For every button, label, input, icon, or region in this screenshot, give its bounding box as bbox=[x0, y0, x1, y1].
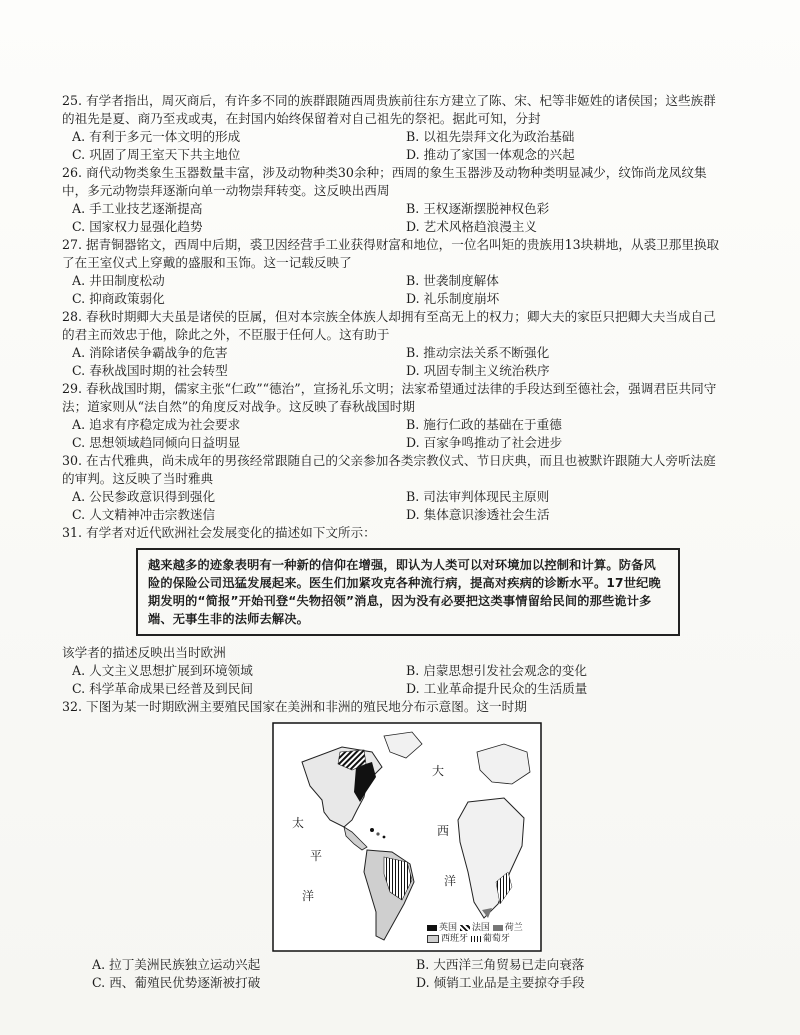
option-a[interactable]: A. 有利于多元一体文明的形成 bbox=[72, 129, 241, 144]
option-a[interactable]: A. 人文主义思想扩展到环境领域 bbox=[72, 663, 253, 678]
question-stem: 31. 有学者对近代欧洲社会发展变化的描述如下文所示： bbox=[62, 525, 376, 540]
option-d[interactable]: D. 工业革命提升民众的生活质量 bbox=[406, 681, 588, 696]
option-a[interactable]: A. 井田制度松动 bbox=[72, 273, 165, 288]
option-b[interactable]: B. 司法审判体现民主原则 bbox=[406, 489, 550, 504]
legend-swatch bbox=[493, 925, 503, 931]
question-stem: 29. 春秋战国时期，儒家主张“仁政”“德治”，宣扬礼乐文明；法家希望通过法律的手段达到至德社会，强调君臣共同守法；道家则从“法自然”的角度反对战争。这反映了春秋战国时期 bbox=[62, 381, 717, 414]
option-a[interactable]: A. 追求有序稳定成为社会要求 bbox=[72, 417, 241, 432]
map-label: 西 bbox=[437, 824, 450, 838]
option-c[interactable]: C. 科学革命成果已经普及到民间 bbox=[72, 681, 253, 696]
question-26 bbox=[62, 164, 722, 236]
question-tail: 该学者的描述反映出当时欧洲 bbox=[62, 645, 226, 660]
option-b[interactable]: B. 以祖先崇拜文化为政治基础 bbox=[406, 129, 575, 144]
question-stem: 27. 据青铜器铭文，西周中后期，裘卫因经营手工业获得财富和地位，一位名叫矩的贵族用13块耕地，从裘卫那里换取了在王室仪式上穿戴的盛服和玉饰。这一记载反映了 bbox=[62, 237, 720, 270]
option-d[interactable]: D. 礼乐制度崩坏 bbox=[406, 291, 500, 306]
option-b[interactable]: B. 启蒙思想引发社会观念的变化 bbox=[406, 663, 587, 678]
option-b[interactable]: B. 推动宗法关系不断强化 bbox=[406, 345, 550, 360]
options bbox=[62, 200, 722, 236]
option-b[interactable]: B. 世袭制度解体 bbox=[406, 273, 499, 288]
options bbox=[62, 662, 722, 698]
option-d[interactable]: D. 百家争鸣推动了社会进步 bbox=[406, 435, 563, 450]
option-a[interactable]: A. 手工业技艺逐渐提高 bbox=[72, 201, 203, 216]
question-29 bbox=[62, 380, 722, 452]
options bbox=[62, 128, 722, 164]
option-c[interactable]: C. 巩固了周王室天下共主地位 bbox=[72, 147, 241, 162]
option-b[interactable]: B. 大西洋三角贸易已走向衰落 bbox=[416, 957, 585, 972]
option-c[interactable]: C. 国家权力显强化趋势 bbox=[72, 219, 203, 234]
question-31 bbox=[62, 524, 722, 698]
option-c[interactable]: C. 人文精神冲击宗教迷信 bbox=[72, 507, 216, 522]
options bbox=[62, 272, 722, 308]
option-b[interactable]: B. 施行仁政的基础在于重德 bbox=[406, 417, 562, 432]
question-stem: 32. 下图为某一时期欧洲主要殖民国家在美洲和非洲的殖民地分布示意图。这一时期 bbox=[62, 699, 527, 714]
map-label: 太 bbox=[292, 816, 305, 830]
options bbox=[62, 344, 722, 380]
legend-swatch bbox=[471, 936, 481, 942]
question-32 bbox=[62, 698, 722, 992]
map-label: 洋 bbox=[444, 874, 457, 888]
option-b[interactable]: B. 王权逐渐摆脱神权色彩 bbox=[406, 201, 550, 216]
legend-label: 英国 bbox=[439, 923, 458, 933]
map-label: 大 bbox=[432, 764, 445, 778]
legend-label: 荷兰 bbox=[504, 923, 523, 933]
option-d[interactable]: D. 艺术风格趋浪漫主义 bbox=[406, 219, 537, 234]
question-column bbox=[62, 92, 722, 992]
option-a[interactable]: A. 公民参政意识得到强化 bbox=[72, 489, 216, 504]
map-label: 平 bbox=[310, 849, 323, 863]
quote-box: 越来越多的迹象表明有一种新的信仰在增强，即认为人类可以对环境加以控制和计算。防备风险的保险公司迅猛发展起来。医生们加紧攻克各种流行病，提高对疾病的诊断水平。17世纪晚期发明的“简报”开始刊登“失物招领”消息，因为没有必要把这类事情留给民间的那些诡计多端、无事生非的法师去解决。 bbox=[136, 548, 680, 636]
legend-swatch bbox=[427, 925, 437, 931]
legend-label: 西班牙 bbox=[441, 934, 469, 944]
options bbox=[62, 416, 722, 452]
map-figure bbox=[272, 722, 542, 952]
question-stem: 28. 春秋时期卿大夫虽是诸侯的臣属，但对本宗族全体族人却拥有至高无上的权力；卿大夫的家臣只把卿大夫当成自己的君主而效忠于他，除此之外，不臣服于任何人。这有助于 bbox=[62, 309, 716, 342]
question-stem: 26. 商代动物类象生玉器数量丰富，涉及动物种类30余种；西周的象生玉器涉及动物种类明显减少，纹饰尚龙凤纹集中，多元动物崇拜逐渐向单一动物崇拜转变。这反映出西周 bbox=[62, 165, 707, 198]
question-28 bbox=[62, 308, 722, 380]
legend-label: 法国 bbox=[471, 923, 490, 933]
options bbox=[62, 956, 722, 992]
option-d[interactable]: D. 倾销工业品是主要掠夺手段 bbox=[416, 975, 585, 990]
option-d[interactable]: D. 推动了家国一体观念的兴起 bbox=[406, 147, 575, 162]
map-legend bbox=[424, 922, 526, 946]
option-c[interactable]: C. 思想领域趋同倾向日益明显 bbox=[72, 435, 241, 450]
legend-swatch bbox=[460, 925, 470, 931]
map-label: 洋 bbox=[302, 889, 315, 903]
option-d[interactable]: D. 巩固专制主义统治秩序 bbox=[406, 363, 550, 378]
question-27 bbox=[62, 236, 722, 308]
colonial-map bbox=[272, 722, 542, 952]
question-stem: 30. 在古代雅典，尚未成年的男孩经常跟随自己的父亲参加各类宗教仪式、节日庆典，而且也被默许跟随大人旁听法庭的审判。这反映了当时雅典 bbox=[62, 453, 716, 486]
option-c[interactable]: C. 抑商政策弱化 bbox=[72, 291, 165, 306]
question-30 bbox=[62, 452, 722, 524]
options bbox=[62, 488, 722, 524]
question-25 bbox=[62, 92, 722, 164]
option-a[interactable]: A. 消除诸侯争霸战争的危害 bbox=[72, 345, 228, 360]
question-stem: 25. 有学者指出，周灭商后，有许多不同的族群跟随西周贵族前往东方建立了陈、宋、杞等非姬姓的诸侯国；这些族群的祖先是夏、商乃至戎或夷，在封国内始终保留着对自己祖先的祭祀。据此可知，分封 bbox=[62, 93, 716, 126]
option-c[interactable]: C. 西、葡殖民优势逐渐被打破 bbox=[92, 975, 261, 990]
legend-label: 葡萄牙 bbox=[482, 934, 510, 944]
option-a[interactable]: A. 拉丁美洲民族独立运动兴起 bbox=[92, 957, 261, 972]
option-d[interactable]: D. 集体意识渗透社会生活 bbox=[406, 507, 550, 522]
option-c[interactable]: C. 春秋战国时期的社会转型 bbox=[72, 363, 228, 378]
legend-swatch bbox=[427, 935, 439, 943]
